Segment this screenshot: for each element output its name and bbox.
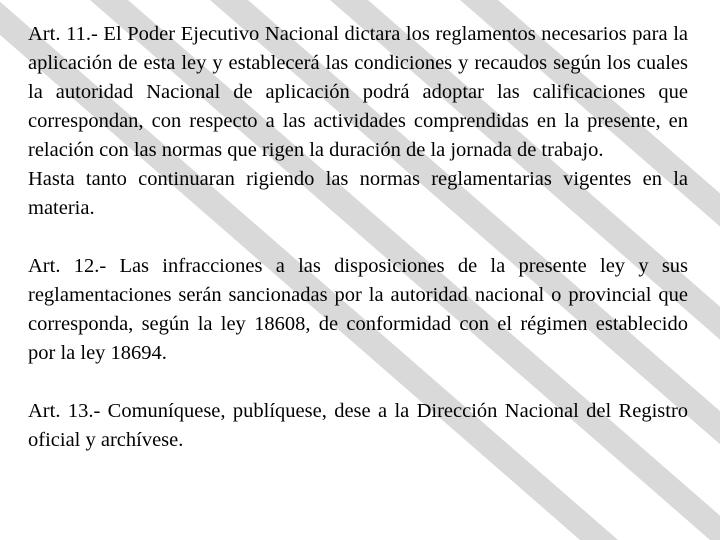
article-11-text-1: El Poder Ejecutivo Nacional dictara los reglamentos necesarios para la aplicación de esta ley y establecerá las condiciones y recaudos según los cuales la autoridad Nacional de aplicación podrá adoptar las calificaciones que correspondan, con respecto a las actividades comprendidas en la presente, en relación con las normas que rigen la duración de la jornada de trabajo. (28, 23, 688, 161)
article-13-text: Comuníquese, publíquese, dese a la Dirección Nacional del Registro oficial y archívese. (28, 400, 689, 451)
paragraph-gap (28, 368, 688, 397)
document-body (28, 20, 688, 455)
article-13-label: Art. 13.- (28, 400, 101, 422)
article-11-paragraph-1 (28, 20, 688, 165)
article-11-paragraph-2 (28, 165, 688, 223)
article-12-paragraph (28, 252, 688, 368)
article-13-paragraph (28, 397, 688, 455)
article-12-label: Art. 12.- (28, 255, 107, 277)
article-11-label: Art. 11.- (28, 23, 98, 45)
article-11-text-2: Hasta tanto continuaran rigiendo las normas reglamentarias vigentes en la materia. (28, 168, 688, 219)
paragraph-gap (28, 223, 688, 252)
article-12-text: Las infracciones a las disposiciones de la presente ley y sus reglamentaciones serán sancionadas por la autoridad nacional o provincial que corresponda, según la ley 18608, de conformidad con el régimen establecido por la ley 18694. (28, 255, 689, 364)
